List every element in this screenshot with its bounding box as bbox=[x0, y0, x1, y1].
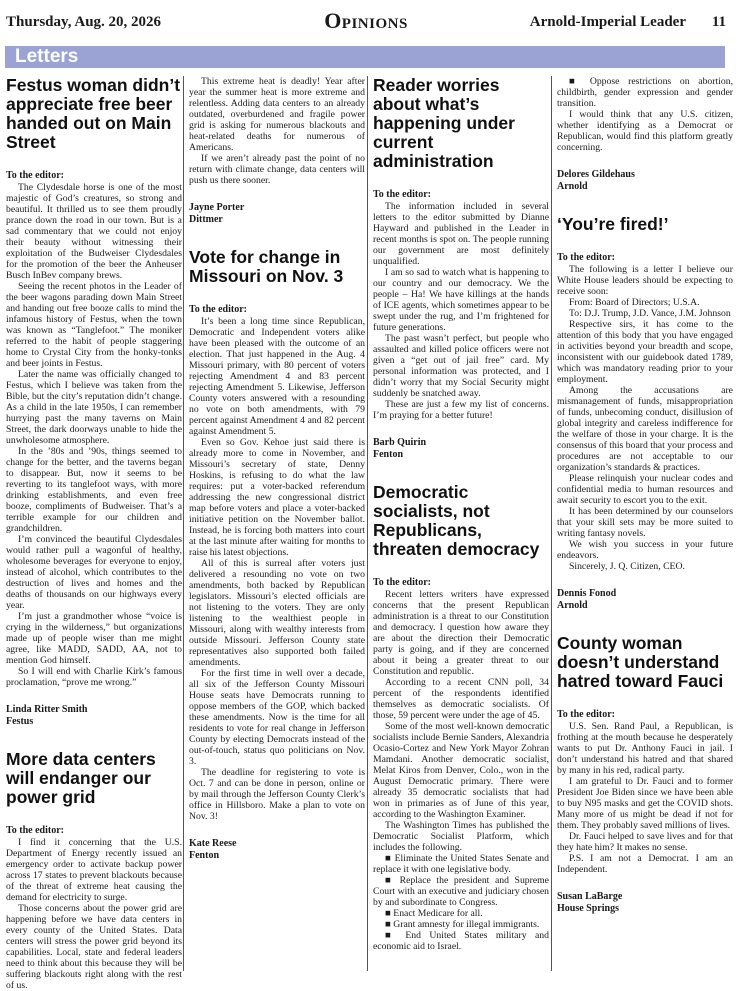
letter-paragraph: These are just a few my list of concerns. I’m praying for a better future! bbox=[373, 399, 549, 421]
letter-paragraph: P.S. I am not a Democrat. I am an Independent. bbox=[557, 853, 733, 875]
letter-datacenters bbox=[6, 750, 182, 991]
letter-paragraph: From: Board of Directors; U.S.A. bbox=[569, 297, 700, 308]
letter-fired bbox=[557, 215, 733, 612]
letter-paragraph: According to a recent CNN poll, 34 percent of the respondents identified themselves as democratic socialists. Of those, 59 percent were under the age of 45. bbox=[373, 677, 549, 721]
platform-item: ■ Oppose restrictions on abortion, childbirth, gender expression and gender transition. bbox=[557, 76, 733, 109]
letter-paragraph: U.S. Sen. Rand Paul, a Republican, is frothing at the mouth because he desperately wants to put Dr. Anthony Fauci in jail. I don’t understand his hatred and that shared by many in his red, radical party. bbox=[557, 721, 733, 776]
salutation: To the editor: bbox=[6, 825, 64, 836]
column-divider bbox=[183, 76, 184, 971]
letter-headline: More data centers will endanger our power grid bbox=[6, 749, 156, 807]
issue-date: Thursday, Aug. 20, 2026 bbox=[6, 14, 162, 30]
column-divider bbox=[551, 76, 552, 971]
letter-headline: Vote for change in Missouri on Nov. 3 bbox=[189, 247, 344, 286]
letter-paragraph: I am grateful to Dr. Fauci and to former President Joe Biden since we have been able to buy N95 masks and get the COVID shots. Many more of us might be dead if not for them. They probably saved millions of lives. bbox=[557, 776, 733, 831]
letters-banner bbox=[5, 46, 725, 68]
letter-socialists-continued bbox=[557, 76, 733, 193]
letter-paragraph: Recent letters writers have expressed concerns that the present Republican administration is a threat to our Constitution and democracy. I question how aware they are about the direction their Democratic party is going, and if they are concerned about it being a greater threat to our Constitution and republic. bbox=[373, 589, 549, 677]
letter-paragraph: If we aren’t already past the point of no return with climate change, data centers will push us there sooner. bbox=[189, 153, 365, 186]
salutation: To the editor: bbox=[373, 577, 431, 588]
letter-paragraph: The information included in several letters to the editor submitted by Dianne Hayward and published in the Leader in recent months is spot on. The people running our government are most definitely unqualified. bbox=[373, 201, 549, 267]
letter-paragraph: The past wasn’t perfect, but people who assaulted and killed police officers were not given a “get out of jail free” card. My personal information was protected, and I didn’t worry that my Social Security might suddenly be snatched away. bbox=[373, 333, 549, 399]
column-3 bbox=[373, 76, 549, 976]
letter-paragraph: I’m just a grandmother whose “voice is crying in the wilderness,” but organizations made up of people wiser than me might agree, like MADD, SADD, AA, not to mention God himself. bbox=[6, 611, 182, 666]
section-title: Opinions bbox=[324, 8, 408, 33]
letter-paragraph: The following is a letter I believe our White House leaders should be expecting to receive soon: bbox=[557, 264, 733, 297]
letter-paragraph: Dr. Fauci helped to save lives and for that they hate him? It makes no sense. bbox=[557, 831, 733, 853]
letter-paragraph: Seeing the recent photos in the Leader of the beer wagons parading down Main Street and handing out free booze calls to mind the infamous history of Festus, when the town was known as “Tanglefoot.” The moniker referred to the habit of people staggering home to Crystal City from the honky-tonks and beer joints in Festus. bbox=[6, 281, 182, 369]
letter-fauci bbox=[557, 634, 733, 915]
page-number: 11 bbox=[711, 14, 726, 30]
column-4 bbox=[557, 76, 733, 976]
letter-vote bbox=[189, 248, 365, 862]
letter-paragraph: Even so Gov. Kehoe just said there is already more to come in November, and Missouri’s secretary of state, Denny Hoskins, is refusing to do what the law requires: put a voter-backed referendum addressing the new congressional district map before voters and place a voter-backed initiative petition on the November ballot. Instead, he is forcing both matters into court at the last minute after waiting for months to raise his latest objections. bbox=[189, 437, 365, 558]
letter-paragraph: To: D.J. Trump, J.D. Vance, J.M. Johnson bbox=[569, 308, 731, 319]
letter-paragraph: Please relinquish your nuclear codes and confidential media to human resources and await security to escort you to the exit. bbox=[557, 473, 733, 506]
platform-item: ■ Replace the president and Supreme Court with an executive and judiciary chosen by and subordinate to Congress. bbox=[373, 875, 549, 908]
letter-paragraph: Sincerely, J. Q. Citizen, CEO. bbox=[569, 561, 685, 572]
letter-paragraph: Some of the most well-known democratic socialists include Bernie Sanders, Alexandria Ocasio-Cortez and New York Mayor Zohran Mamdani. Another democratic socialist, Melat Kiros from Denver, Colo., won in the August Democratic primary. There were already 35 democratic socialists that had won in primaries as of June of this year, according to the Washington Examiner. bbox=[373, 721, 549, 820]
author-name: Jayne Porter bbox=[189, 202, 245, 213]
letter-paragraph: It has been determined by our counselors that your skill sets may be more suited to writing fantasy novels. bbox=[557, 506, 733, 539]
letter-paragraph: Those concerns about the power grid are happening before we have data centers in every county of the United States. Data centers will stress the power grid beyond its capabilities. Local, state and federal leaders need to think about this because they will be suffering blackouts right along with the rest of us. bbox=[6, 903, 182, 991]
salutation: To the editor: bbox=[557, 709, 615, 720]
letter-paragraph: The deadline for registering to vote is Oct. 7 and can be done in person, online or by mail through the Jefferson County Clerk’s office in Hillsboro. Make a plan to vote on Nov. 3! bbox=[189, 767, 365, 822]
author-name: Susan LaBarge bbox=[557, 891, 623, 902]
letter-paragraph: We wish you success in your future endeavors. bbox=[557, 539, 733, 561]
author-town: Fenton bbox=[373, 449, 403, 460]
column-divider bbox=[367, 76, 368, 971]
author-name: Dennis Fonod bbox=[557, 588, 617, 599]
author-town: Festus bbox=[6, 716, 34, 727]
platform-item: ■ End United States military and economic aid to Israel. bbox=[373, 930, 549, 952]
letter-paragraph: I am so sad to watch what is happening to our country and our democracy. We the people – Ha! We have killings at the hands of ICE agents, which sometimes appear to be swept under the rug, and I’m frightened for future generations. bbox=[373, 267, 549, 333]
letter-headline: Festus woman didn’t appreciate free beer handed out on Main Street bbox=[6, 75, 181, 152]
letter-beer bbox=[6, 76, 182, 728]
letter-datacenters-continued bbox=[189, 76, 365, 226]
platform-item: ■ Grant amnesty for illegal immigrants. bbox=[385, 919, 540, 930]
letter-socialists bbox=[373, 483, 549, 952]
letter-paragraph: I find it concerning that the U.S. Department of Energy recently issued an emergency order to activate backup power across 17 states to prevent blackouts because of the threat of extreme heat causing the demand for electricity to surge. bbox=[6, 837, 182, 903]
letter-paragraph: Respective sirs, it has come to the attention of this body that you have engaged in activities beyond your breadth and scope, inconsistent with our guidebook dated 1789, which was mandatory reading prior to your employment. bbox=[557, 319, 733, 385]
masthead bbox=[6, 8, 726, 36]
letter-headline: Democratic socialists, not Republicans, threaten democracy bbox=[373, 482, 540, 559]
author-name: Linda Ritter Smith bbox=[6, 704, 88, 715]
letter-paragraph: In the ’80s and ’90s, things seemed to change for the better, and the taverns began to disappear. But, now it seems to be reverting to its tanglefoot ways, with more drinking establishments, and even free booze, compliments of Budweiser. That’s a terrible example for our children and grandchildren. bbox=[6, 446, 182, 534]
letter-paragraph: All of this is surreal after voters just delivered a resounding no vote on two amendments, both backed by Republican legislators. Missouri’s elected officials are not listening to the voters. They are only listening to the wealthiest people in Missouri, along with wealthy interests from outside Missouri. Jefferson County state representatives also supported both failed amendments. bbox=[189, 558, 365, 668]
salutation: To the editor: bbox=[189, 304, 247, 315]
letter-paragraph: Among the accusations are mismanagement of funds, misappropriation of funds, unbecoming conduct, disillusion of global integrity and careless indifference for the welfare of those in your charge. It is the consensus of this board that your process and procedures are not acceptable to our organization’s standards & practices. bbox=[557, 385, 733, 473]
author-town: House Springs bbox=[557, 903, 619, 914]
letter-headline: Reader worries about what’s happening under current administration bbox=[373, 75, 515, 171]
author-town: Arnold bbox=[557, 181, 588, 192]
platform-item: ■ Enact Medicare for all. bbox=[385, 908, 483, 919]
author-town: Dittmer bbox=[189, 214, 223, 225]
newspaper-name: Arnold-Imperial Leader bbox=[529, 14, 686, 30]
salutation: To the editor: bbox=[557, 252, 615, 263]
author-name: Kate Reese bbox=[189, 838, 237, 849]
letter-paragraph: This extreme heat is deadly! Year after year the summer heat is more extreme and relentless. Adding data centers to an already outdated, overburdened and fragile power grid is asking for numerous blackouts and heat-related deaths for numerous of Americans. bbox=[189, 76, 365, 153]
column-2 bbox=[189, 76, 365, 976]
letter-headline: County woman doesn’t understand hatred toward Fauci bbox=[557, 633, 724, 691]
author-town: Fenton bbox=[189, 850, 219, 861]
letter-paragraph: I’m convinced the beautiful Clydesdales would rather pull a wagonful of healthy, wholesome beverages for everyone to enjoy, instead of alcohol, which contributes to the destruction of lives and homes and the deaths of thousands on our highways every year. bbox=[6, 534, 182, 611]
letter-paragraph: Later the name was officially changed to Festus, which I believe was taken from the Bible, but the city’s reputation didn’t change. As a child in the late 1950s, I can remember hurrying past the many taverns on Main Street, the dark doorways unable to hide the unwholesome atmosphere. bbox=[6, 369, 182, 446]
author-town: Arnold bbox=[557, 600, 588, 611]
letter-headline: ‘You’re fired!’ bbox=[557, 214, 669, 234]
letter-worries bbox=[373, 76, 549, 461]
letter-paragraph: The Washington Times has published the Democratic Socialist Platform, which includes the following. bbox=[373, 820, 549, 853]
column-1 bbox=[6, 75, 182, 991]
platform-item: ■ Eliminate the United States Senate and replace it with one legislative body. bbox=[373, 853, 549, 875]
salutation: To the editor: bbox=[6, 170, 64, 181]
letters-banner-label: Letters bbox=[15, 46, 79, 67]
letter-paragraph: I would think that any U.S. citizen, whether identifying as a Democrat or Republican, would find this platform greatly concerning. bbox=[557, 109, 733, 153]
letter-paragraph: For the first time in well over a decade, all six of the Jefferson County Missouri House seats have Democrats running to oppose members of the GOP, which backed these amendments. Now is the time for all residents to vote for real change in Jefferson County by electing Democrats instead of the out-of-touch, status quo politicians on Nov. 3. bbox=[189, 668, 365, 767]
author-name: Barb Quirin bbox=[373, 437, 427, 448]
letter-paragraph: So I will end with Charlie Kirk’s famous proclamation, “prove me wrong.” bbox=[6, 666, 182, 688]
letter-paragraph: The Clydesdale horse is one of the most majestic of God’s creatures, so strong and beautiful. It thrilled us to see them proudly prance down the road in our town. But is a sad commentary that we could not enjoy their beauty without witnessing their exploitation of the Budweiser Clydesdales for the promotion of the beer the Anheuser Busch InBev company brews. bbox=[6, 182, 182, 281]
salutation: To the editor: bbox=[373, 189, 431, 200]
author-name: Delores Gildehaus bbox=[557, 169, 635, 180]
letter-paragraph: It’s been a long time since Republican, Democratic and Independent voters alike have been pleased with the outcome of an election. That just happened in the Aug. 4 Missouri primary, with 80 percent of voters rejecting Amendment 4 and 83 percent rejecting Amendment 5. Likewise, Jefferson County voters answered with a resounding no vote on both amendments, with 79 percent against Amendment 4 and 82 percent against Amendment 5. bbox=[189, 316, 365, 437]
